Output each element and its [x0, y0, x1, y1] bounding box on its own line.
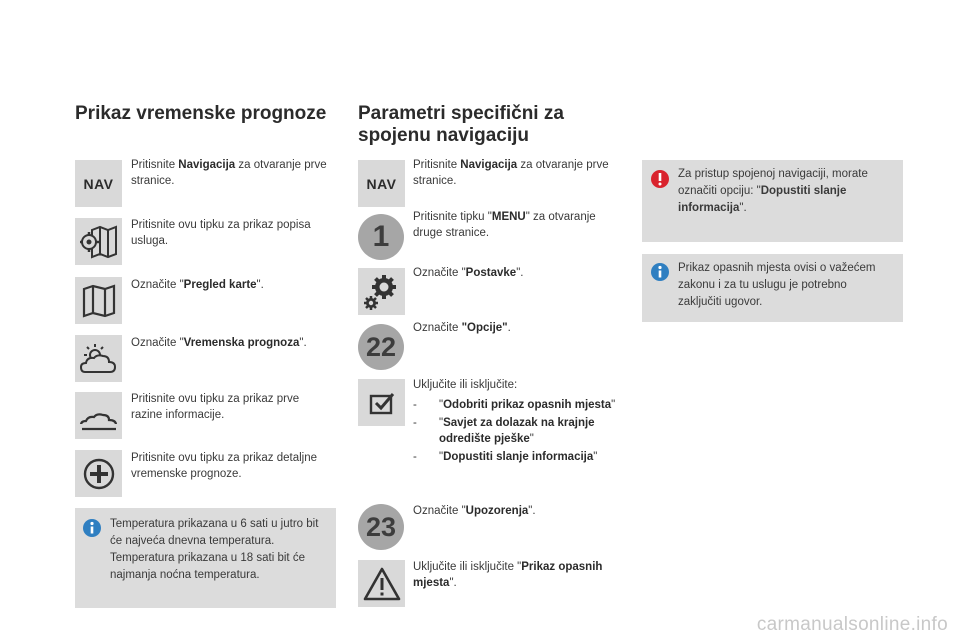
- map-settings-icon[interactable]: [75, 218, 122, 265]
- warning-note-text: [678, 166, 893, 217]
- left-step-1: [131, 157, 331, 189]
- left-step-4-pre: Označite ": [131, 337, 184, 349]
- info-icon: [650, 262, 670, 288]
- left-step-3-pre: Označite ": [131, 279, 184, 291]
- option-item-3: [413, 449, 628, 465]
- nav-button-2-label: NAV: [366, 175, 397, 192]
- left-step-2: Pritisnite ovu tipku za prikaz popisa usluga.: [131, 219, 311, 247]
- left-step-1-post: za otvaranje prve stranice.: [131, 159, 327, 187]
- middle-step-5-intro: Uključite ili isključite:: [413, 379, 518, 391]
- step-badge-22-number: 22: [365, 331, 397, 362]
- middle-step-6-post: ".: [528, 505, 536, 517]
- middle-step-7: [413, 559, 625, 591]
- map-icon[interactable]: [75, 277, 122, 324]
- middle-step-3-post: ".: [516, 267, 524, 279]
- left-step-4-bold: Vremenska prognoza: [183, 337, 300, 349]
- settings-gears-icon[interactable]: [358, 268, 405, 315]
- middle-step-2-post: " za otvaranje druge stranice.: [413, 211, 596, 239]
- middle-step-4: [413, 320, 613, 336]
- warning-icon: [650, 169, 670, 195]
- option-item-2-post: ": [529, 433, 534, 445]
- middle-step-2: [413, 209, 618, 241]
- connected-nav-heading: [358, 103, 564, 147]
- left-step-3-bold: Pregled karte: [183, 279, 257, 291]
- nav-button[interactable]: [75, 160, 122, 207]
- middle-step-1-bold: Navigacija: [460, 159, 518, 171]
- cloud-icon[interactable]: [75, 392, 122, 439]
- checkbox-icon[interactable]: [358, 379, 405, 426]
- middle-step-4-bold: "Opcije": [461, 322, 508, 334]
- nav-button-label: NAV: [83, 175, 114, 192]
- info-icon: [82, 518, 102, 544]
- option-item-2-bold: Savjet za dolazak na krajnje odredište pješke: [439, 417, 595, 445]
- option-item-2-dash: -: [413, 417, 417, 429]
- option-item-2-pre: ": [439, 417, 444, 429]
- option-item-1-bold: Odobriti prikaz opasnih mjesta: [443, 399, 612, 411]
- option-item-3-post: ": [593, 451, 598, 463]
- option-item-3-bold: Dopustiti slanje informacija: [443, 451, 594, 463]
- middle-step-7-pre: Uključite ili isključite ": [413, 561, 522, 573]
- left-step-3-post: ".: [256, 279, 264, 291]
- step-badge-22: [358, 324, 404, 370]
- left-step-1-bold: Navigacija: [178, 159, 236, 171]
- option-list: [413, 397, 628, 465]
- left-step-3: [131, 277, 331, 293]
- option-item-1: [413, 397, 628, 413]
- step-badge-1-number: 1: [372, 220, 390, 253]
- middle-step-6: [413, 503, 613, 519]
- left-step-6: Pritisnite ovu tipku za prikaz detaljne vremenske prognoze.: [131, 452, 318, 480]
- middle-step-3-bold: Postavke: [465, 267, 517, 279]
- middle-step-2-pre: Pritisnite tipku ": [413, 211, 492, 223]
- warning-note-post: ".: [739, 202, 747, 214]
- middle-step-2-bold: MENU: [491, 211, 526, 223]
- middle-step-7-bold: Prikaz opasnih mjesta: [413, 561, 603, 589]
- warning-note-pre: Za pristup spojenoj navigaciji, morate označiti opciju: ": [678, 168, 868, 197]
- weather-icon[interactable]: [75, 335, 122, 382]
- option-item-1-pre: ": [439, 399, 444, 411]
- left-step-4-post: ".: [299, 337, 307, 349]
- option-item-3-pre: ": [439, 451, 444, 463]
- middle-step-5: [413, 377, 628, 467]
- warning-note: [642, 160, 903, 242]
- weather-section-heading: Prikaz vremenske prognoze: [75, 103, 327, 124]
- option-item-3-dash: -: [413, 451, 417, 463]
- middle-step-6-pre: Označite ": [413, 505, 466, 517]
- connected-nav-heading-line2: spojenu navigaciju: [358, 125, 530, 146]
- connected-nav-heading-line1: Parametri specifični za: [358, 103, 564, 124]
- middle-step-7-post: ".: [449, 577, 457, 589]
- middle-step-3: [413, 265, 613, 281]
- middle-step-1-post: za otvaranje prve stranice.: [413, 159, 609, 187]
- step-badge-1: [358, 214, 404, 260]
- middle-step-3-pre: Označite ": [413, 267, 466, 279]
- info-note-text: Prikaz opasnih mjesta ovisi o važećem zakonu i za tu uslugu je potrebno zaključiti ugovor.: [678, 262, 876, 308]
- temperature-note-text: Temperatura prikazana u 6 sati u jutro bit će najveća dnevna temperatura. Temperatura prikazana u 18 sati bit će najmanja noćna temperatura.: [110, 518, 319, 581]
- plus-icon[interactable]: [75, 450, 122, 497]
- left-step-1-pre: Pritisnite: [131, 159, 179, 171]
- option-item-1-post: ": [611, 399, 616, 411]
- watermark: carmanualsonline.info: [756, 614, 948, 635]
- option-item-1-dash: -: [413, 399, 417, 411]
- nav-button-2[interactable]: [358, 160, 405, 207]
- warning-triangle-icon[interactable]: [358, 560, 405, 607]
- temperature-note: [75, 508, 336, 608]
- left-step-5: Pritisnite ovu tipku za prikaz prve razine informacije.: [131, 393, 300, 421]
- middle-step-4-post: .: [507, 322, 511, 334]
- left-step-4: [131, 335, 341, 351]
- info-note: [642, 254, 903, 322]
- middle-step-1: [413, 157, 613, 189]
- middle-step-4-pre: Označite: [413, 322, 462, 334]
- step-badge-23: [358, 504, 404, 550]
- middle-step-1-pre: Pritisnite: [413, 159, 461, 171]
- warning-note-bold: Dopustiti slanje informacija: [678, 185, 847, 214]
- step-badge-23-number: 23: [365, 511, 397, 542]
- option-item-2: [413, 415, 628, 447]
- middle-step-6-bold: Upozorenja: [465, 505, 529, 517]
